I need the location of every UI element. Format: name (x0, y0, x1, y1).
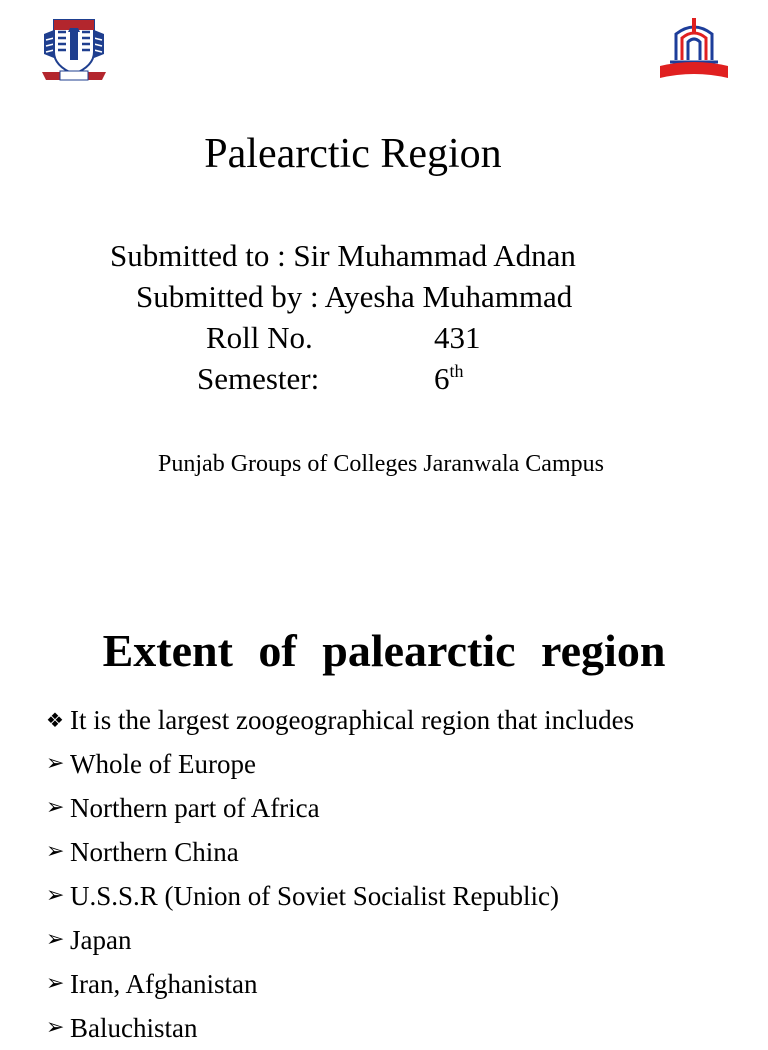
list-item (46, 1006, 634, 1050)
college-crest-logo (40, 14, 108, 84)
semester-number: 6 (434, 361, 450, 396)
list-item (46, 786, 634, 830)
list-item (46, 918, 634, 962)
section-heading: Extent of palearctic region (102, 625, 666, 676)
list-item (46, 742, 634, 786)
roll-number-value: 431 (434, 320, 481, 355)
punjab-group-of-colleges-logo (656, 14, 732, 84)
semester-suffix: th (449, 361, 464, 381)
arrow-bullet-icon: ➢ (46, 971, 65, 996)
list-item (46, 830, 634, 874)
arrow-bullet-icon: ➢ (46, 927, 65, 952)
roll-number-label: Roll No. (206, 320, 313, 355)
submitted-by: Submitted by : Ayesha Muhammad (136, 279, 573, 314)
diamond-bullet-icon: ❖ (46, 708, 64, 732)
arrow-bullet-icon: ➢ (46, 839, 65, 864)
list-item (46, 874, 634, 918)
semester-label: Semester: (197, 361, 320, 396)
arrow-bullet-icon: ➢ (46, 751, 65, 776)
list-item-text: Whole of Europe (70, 749, 256, 779)
arrow-bullet-icon: ➢ (46, 795, 65, 820)
slide-title: Palearctic Region (204, 131, 502, 177)
list-item-text: Northern part of Africa (70, 793, 320, 823)
list-item-text: U.S.S.R (Union of Soviet Socialist Republic) (70, 881, 559, 911)
list-item-text: Iran, Afghanistan (70, 969, 258, 999)
list-item-text: It is the largest zoogeographical region that includes (70, 705, 635, 735)
list-item-text: Northern China (70, 837, 239, 867)
arrow-bullet-icon: ➢ (46, 883, 65, 908)
list-item (46, 698, 634, 742)
list-item (46, 962, 634, 1006)
college-name: Punjab Groups of Colleges Jaranwala Campus (158, 451, 604, 477)
list-item-text: Japan (70, 925, 132, 955)
arrow-bullet-icon: ➢ (46, 1015, 65, 1040)
submitted-to: Submitted to : Sir Muhammad Adnan (110, 238, 576, 273)
list-item-text: Baluchistan (70, 1013, 198, 1043)
semester-value (434, 361, 464, 397)
bullet-list (46, 698, 634, 1050)
